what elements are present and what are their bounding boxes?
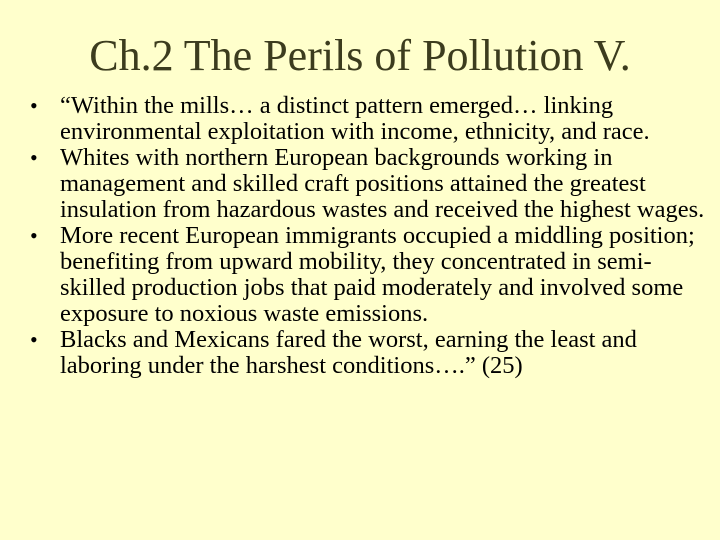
bullet-item — [30, 145, 710, 223]
bullet-text: More recent European immigrants occupied a middling position; benefiting from upward mobility, they concentrated in semi-skilled production jobs that paid moderately and involved some exposure to noxious waste emissions. — [60, 222, 695, 327]
bullet-dot-icon: • — [30, 223, 38, 248]
bullet-item — [30, 327, 710, 379]
bullet-list — [30, 93, 710, 379]
slide-title: Ch.2 The Perils of Pollution V. — [89, 31, 631, 80]
bullet-text: “Within the mills… a distinct pattern emerged… linking environmental exploitation with income, ethnicity, and race. — [60, 92, 650, 145]
bullet-dot-icon: • — [30, 93, 38, 118]
bullet-dot-icon: • — [30, 327, 38, 352]
bullet-text: Whites with northern European backgrounds working in management and skilled craft positions attained the greatest insulation from hazardous wastes and received the highest wages. — [60, 144, 705, 223]
bullet-item — [30, 223, 710, 327]
bullet-dot-icon: • — [30, 145, 38, 170]
bullet-text: Blacks and Mexicans fared the worst, earning the least and laboring under the harshest conditions….” (25) — [60, 326, 637, 379]
bullet-item — [30, 93, 710, 145]
